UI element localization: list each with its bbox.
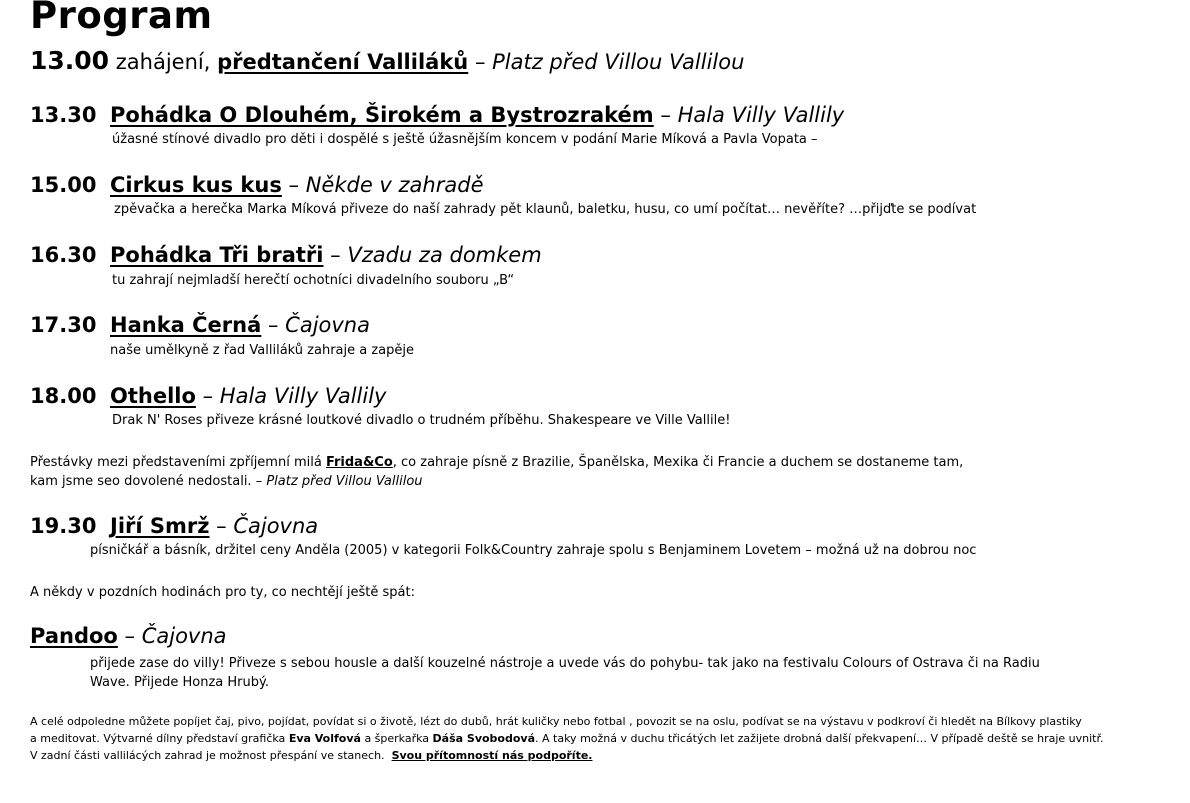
event-name: Pohádka O Dlouhém, Širokém a Bystrozrakém <box>110 103 654 127</box>
event-heading <box>30 243 542 267</box>
opening-name: předtančení Valliláků <box>217 50 469 74</box>
event-place: Čajovna <box>285 313 370 337</box>
opening-prefix: zahájení, <box>115 50 211 74</box>
event-description: zpěvačka a herečka Marka Míková přiveze do naší zahrady pět klaunů, baletku, husu, co umí počítat… nevěříte? …přijďte se podívat <box>114 202 977 217</box>
event-place: Vzadu za domkem <box>347 243 542 267</box>
intermission-line-1 <box>30 453 963 472</box>
footer-line-3 <box>30 747 1104 764</box>
event-time: 19.30 <box>30 514 97 538</box>
artist-name: Dáša Svobodová <box>432 732 536 745</box>
event-name: Hanka Černá <box>110 313 262 337</box>
page-title: Program <box>30 0 213 37</box>
event-heading <box>30 313 370 337</box>
intermission-line-2 <box>30 472 963 491</box>
event-name: Cirkus kus kus <box>110 173 282 197</box>
artist-name: Eva Volfová <box>288 732 361 745</box>
intermission-place: Platz před Villou Vallilou <box>266 474 423 489</box>
event-description: Drak N' Roses přiveze krásné loutkové divadlo o trudném příběhu. Shakespeare ve Ville Vallile! <box>112 413 731 428</box>
event-heading <box>30 384 386 408</box>
footer-line-1: A celé odpoledne můžete popíjet čaj, pivo, pojídat, povídat si o životě, lézt do dubů, hrát kuličky nebo fotbal , povozit se na oslu, podívat se na výstavu v podkroví či hledět na Bílkovy plastiky <box>30 715 1082 728</box>
pandoo-line-1: přijede zase do villy! Přiveze s sebou housle a další kouzelné nástroje a uvede vás do pohybu- tak jako na festivalu Colours of Ostrava či na Radiu <box>90 656 1040 671</box>
dash: – <box>660 103 671 127</box>
footer-note <box>30 713 1104 764</box>
dash: – <box>330 243 341 267</box>
intermission-before: Přestávky mezi představeními zpříjemní milá <box>30 455 322 470</box>
intermission-line2: kam jsme seo dovolené nedostali. – <box>30 474 263 489</box>
event-time: 18.00 <box>30 384 97 408</box>
pandoo-description <box>90 654 1040 692</box>
footer-line-2 <box>30 730 1104 747</box>
dash: – <box>474 50 486 74</box>
intermission-after: , co zahraje písně z Brazilie, Španělska, Mexika či Francie a duchem se dostaneme tam, <box>392 455 964 470</box>
pandoo-name: Pandoo <box>30 624 118 648</box>
event-description: naše umělkyně z řad Valliláků zahraje a zapěje <box>110 343 414 358</box>
footer-line2-b: a šperkařka <box>364 732 430 745</box>
event-name: Jiří Smrž <box>110 514 210 538</box>
event-time: 17.30 <box>30 313 97 337</box>
event-heading <box>30 514 318 538</box>
support-note: Svou přítomností nás podpoříte. <box>391 749 593 762</box>
footer-line2-a: a meditovat. Výtvarné dílny představí grafička <box>30 732 286 745</box>
dash: – <box>124 624 136 648</box>
event-name: Pohádka Tři bratři <box>110 243 324 267</box>
event-description: tu zahrají nejmladší herečtí ochotníci divadelního souboru „B“ <box>112 273 515 288</box>
pandoo-line-2: Wave. Přijede Honza Hrubý. <box>90 675 269 690</box>
event-heading <box>30 173 484 197</box>
event-description: písničkář a básník, držitel ceny Anděla (2005) v kategorii Folk&Country zahraje spolu s Benjaminem Lovetem – možná už na dobrou noc <box>90 543 977 558</box>
footer-line3: V zadní části vallilácých zahrad je možnost přespání ve stanech. <box>30 749 385 762</box>
dash: – <box>267 313 279 337</box>
event-time: 15.00 <box>30 173 97 197</box>
opening-line <box>30 46 744 75</box>
event-heading <box>30 103 844 127</box>
footer-line2-c: . A taky možná v duchu třicátých let zažijete drobná další překvapení… V případě deště se hraje uvnitř. <box>535 732 1104 745</box>
intermission-name: Frida&Co <box>325 455 393 470</box>
event-time: 16.30 <box>30 243 97 267</box>
event-place: Hala Villy Vallily <box>219 384 387 408</box>
pandoo-heading <box>30 624 227 648</box>
event-description: úžasné stínové divadlo pro děti i dospělé s ještě úžasnějším koncem v podání Marie Míková a Pavla Vopata – <box>112 132 818 147</box>
late-intro: A někdy v pozdních hodinách pro ty, co nechtějí ještě spát: <box>30 585 415 600</box>
event-time: 13.30 <box>30 103 97 127</box>
dash: – <box>216 514 227 538</box>
opening-time: 13.00 <box>30 46 110 75</box>
event-name: Othello <box>110 384 196 408</box>
intermission-note <box>30 453 963 491</box>
pandoo-place: Čajovna <box>141 624 227 648</box>
event-place: Někde v zahradě <box>305 173 484 197</box>
opening-place: Platz před Villou Vallilou <box>492 50 745 74</box>
event-place: Čajovna <box>233 514 319 538</box>
dash: – <box>202 384 214 408</box>
event-place: Hala Villy Vallily <box>677 103 845 127</box>
dash: – <box>288 173 300 197</box>
